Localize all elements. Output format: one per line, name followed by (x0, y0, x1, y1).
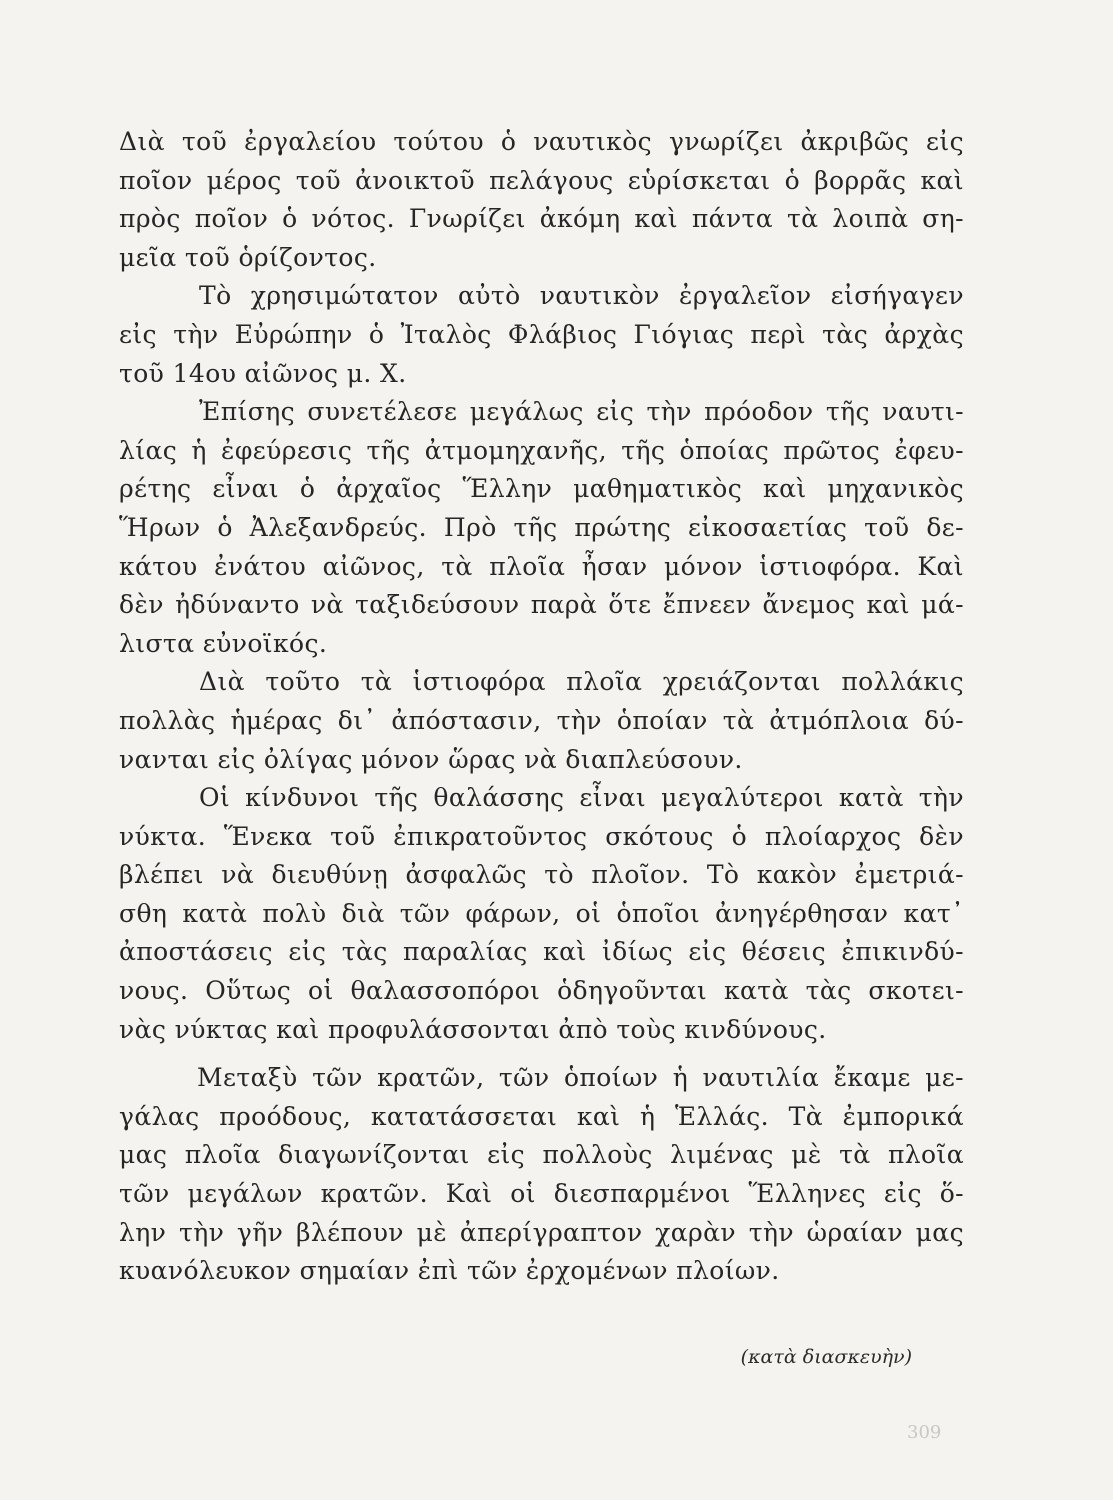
text-line: μεῖα τοῦ ὁρίζοντος. (119, 242, 377, 272)
paragraph-greek-fleet (119, 1059, 964, 1291)
paragraph-lighthouses (119, 779, 964, 1049)
text-line: δὲν ἠδύναντο νὰ ταξιδεύσουν παρὰ ὅτε ἔπνεεν ἄνεμος καὶ μά- (119, 590, 964, 620)
text-line: κυανόλευκον σημαίαν ἐπὶ τῶν ἐρχομένων πλοίων. (119, 1256, 780, 1286)
text-line: ἀποστάσεις εἰς τὰς παραλίας καὶ ἰδίως εἰς θέσεις ἐπικινδύ- (119, 937, 964, 967)
text-line: Διὰ τοῦ ἐργαλείου τούτου ὁ ναυτικὸς γνωρίζει ἀκριβῶς εἰς (119, 127, 964, 156)
text-line: λιστα εὐνοϊκός. (119, 628, 328, 658)
text-line: κάτου ἐνάτου αἰῶνος, τὰ πλοῖα ἦσαν μόνον ἱστιοφόρα. Καὶ (119, 551, 964, 581)
text-line: λίας ἡ ἐφεύρεσις τῆς ἀτμομηχανῆς, τῆς ὁποίας πρῶτος ἐφευ- (119, 435, 964, 465)
text-line: νανται εἰς ὀλίγας μόνον ὥρας νὰ διαπλεύσουν. (119, 744, 743, 774)
text-line: εἰς τὴν Εὐρώπην ὁ Ἰταλὸς Φλάβιος Γιόγιας περὶ τὰς ἀρχὰς (119, 319, 964, 349)
text-line: λην τὴν γῆν βλέπουν μὲ ἀπερίγραπτον χαρὰν τὴν ὡραίαν μας (119, 1217, 964, 1247)
text-line: τοῦ 14ου αἰῶνος μ. Χ. (119, 358, 407, 388)
text-line: νὰς νύκτας καὶ προφυλάσσονται ἀπὸ τοὺς κινδύνους. (119, 1014, 827, 1044)
text-line: τῶν μεγάλων κρατῶν. Καὶ οἱ διεσπαρμένοι Ἕλληνες εἰς ὅ- (119, 1179, 964, 1209)
paragraph-flavio-gioia (119, 277, 964, 393)
attribution: (κατὰ διασκευὴν) (740, 1346, 912, 1368)
text-line: γάλας προόδους, κατατάσσεται καὶ ἡ Ἑλλάς. Τὰ ἐμπορικά (119, 1101, 964, 1131)
text-line: Οἱ κίνδυνοι τῆς θαλάσσης εἶναι μεγαλύτεροι κατὰ τὴν (199, 783, 964, 813)
text-line: σθη κατὰ πολὺ διὰ τῶν φάρων, οἱ ὁποῖοι ἀνηγέρθησαν κατ᾽ (119, 898, 964, 928)
text-line: νύκτα. Ἕνεκα τοῦ ἐπικρατοῦντος σκότους ὁ πλοίαρχος δὲν (119, 821, 964, 851)
text-line: βλέπει νὰ διευθύνῃ ἀσφαλῶς τὸ πλοῖον. Τὸ κακὸν ἐμετριά- (119, 860, 964, 890)
text-line: Τὸ χρησιμώτατον αὐτὸ ναυτικὸν ἐργαλεῖον εἰσήγαγεν (199, 281, 964, 311)
text-line: ποῖον μέρος τοῦ ἀνοικτοῦ πελάγους εὑρίσκεται ὁ βορρᾶς καὶ (119, 165, 964, 195)
text-line: νους. Οὕτως οἱ θαλασσοπόροι ὁδηγοῦνται κατὰ τὰς σκοτει- (119, 976, 964, 1006)
text-line: Διὰ τοῦτο τὰ ἱστιοφόρα πλοῖα χρειάζονται πολλάκις (199, 667, 964, 697)
paragraph-sailing-ships (119, 663, 964, 779)
paragraph-gap (119, 1049, 964, 1059)
text-line: μας πλοῖα διαγωνίζονται εἰς πολλοὺς λιμένας μὲ τὰ πλοῖα (119, 1140, 964, 1170)
paragraph-compass (119, 123, 964, 277)
paragraph-steam-engine (119, 393, 964, 663)
text-line: πρὸς ποῖον ὁ νότος. Γνωρίζει ἀκόμη καὶ πάντα τὰ λοιπὰ ση- (119, 204, 964, 234)
text-line: Ἐπίσης συνετέλεσε μεγάλως εἰς τὴν πρόοδον τῆς ναυτι- (199, 397, 964, 427)
text-line: Ἥρων ὁ Ἀλεξανδρεύς. Πρὸ τῆς πρώτης εἰκοσαετίας τοῦ δε- (119, 512, 964, 542)
page-number: 309 (907, 1422, 942, 1443)
body-text (119, 123, 964, 1291)
text-line: ρέτης εἶναι ὁ ἀρχαῖος Ἕλλην μαθηματικὸς καὶ μηχανικὸς (119, 474, 964, 504)
text-line: Μεταξὺ τῶν κρατῶν, τῶν ὁποίων ἡ ναυτιλία ἔκαμε με- (197, 1063, 964, 1093)
text-line: πολλὰς ἡμέρας δι᾽ ἀπόστασιν, τὴν ὁποίαν τὰ ἀτμόπλοια δύ- (119, 705, 964, 735)
